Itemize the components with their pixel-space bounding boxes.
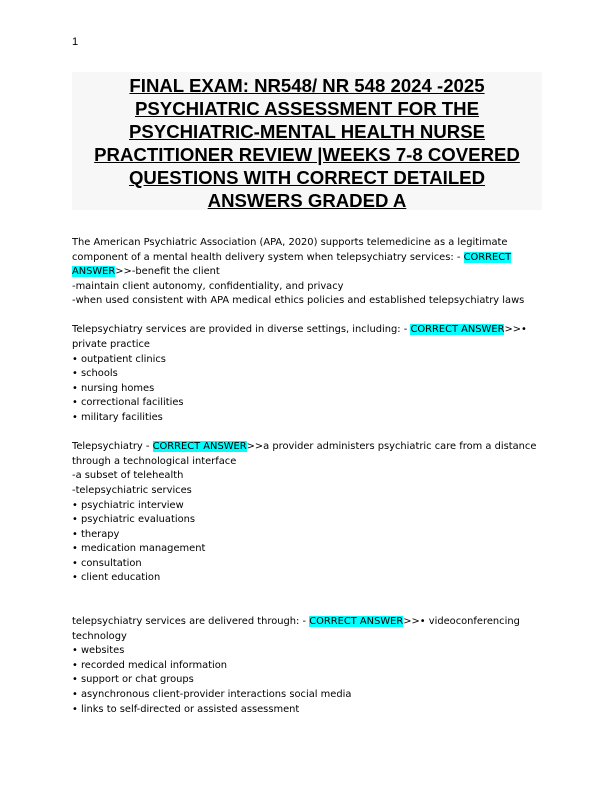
title	[72, 72, 542, 212]
text-line	[72, 615, 542, 630]
correct-answer-highlight: CORRECT ANSWER	[152, 441, 247, 453]
list-item: • recorded medical information	[72, 659, 228, 671]
correct-answer-highlight: CORRECT ANSWER	[410, 324, 505, 336]
text-line	[72, 251, 542, 266]
text-line	[72, 323, 542, 338]
answer-text: >>•	[504, 324, 527, 336]
correct-answer-highlight: CORRECT	[463, 251, 512, 263]
page-number: 1	[72, 36, 79, 48]
list-item: • schools	[72, 368, 118, 380]
question-1	[72, 236, 542, 309]
title-line: PSYCHIATRIC-MENTAL HEALTH NURSE	[128, 121, 486, 142]
answer-text: >>a provider administers psychiatric care from a distance	[246, 441, 537, 453]
answer-text: >>• videoconferencing	[403, 616, 520, 628]
list-item: • therapy	[72, 528, 120, 540]
correct-answer-highlight: ANSWER	[72, 266, 116, 278]
question-text: Telepsychiatry services are provided in diverse settings, including: -	[72, 324, 411, 336]
list-item: -telepsychiatric services	[72, 484, 192, 496]
list-item: • support or chat groups	[72, 674, 194, 686]
list-item: private practice	[72, 339, 150, 351]
title-line: QUESTIONS WITH CORRECT DETAILED	[128, 167, 486, 188]
question-4	[72, 615, 542, 717]
title-line: PRACTITIONER REVIEW |WEEKS 7-8 COVERED	[94, 144, 520, 165]
title-line: ANSWERS GRADED A	[207, 190, 407, 211]
list-item: technology	[72, 630, 127, 642]
title-box	[72, 72, 542, 210]
list-item: • consultation	[72, 557, 142, 569]
list-item: -a subset of telehealth	[72, 470, 184, 482]
text-line	[72, 440, 542, 455]
text-line: -when used consistent with APA medical ethics policies and established telepsychiatry laws	[72, 295, 525, 307]
document-body	[72, 236, 542, 717]
text-line	[72, 265, 542, 280]
question-text: Telepsychiatry -	[72, 441, 153, 453]
list-item: • psychiatric interview	[72, 499, 184, 511]
list-item: • correctional facilities	[72, 397, 184, 409]
question-3	[72, 440, 542, 586]
correct-answer-highlight: CORRECT ANSWER	[309, 616, 404, 628]
title-line: PSYCHIATRIC ASSESSMENT FOR THE	[134, 98, 479, 119]
question-text: component of a mental health delivery system when telepsychiatry services: -	[72, 251, 464, 263]
list-item: • links to self-directed or assisted assessment	[72, 703, 300, 715]
answer-text: >>-benefit the client	[115, 266, 220, 278]
list-item: through a technological interface	[72, 455, 237, 467]
list-item: • nursing homes	[72, 382, 155, 394]
text-line: -maintain client autonomy, confidentiality, and privacy	[72, 280, 344, 292]
title-line: FINAL EXAM: NR548/ NR 548 2024 -2025	[129, 75, 485, 96]
question-text: telepsychiatry services are delivered through: -	[72, 616, 310, 628]
list-item: • outpatient clinics	[72, 353, 166, 365]
list-item: • client education	[72, 572, 161, 584]
text-line: The American Psychiatric Association (APA, 2020) supports telemedicine as a legitimate	[72, 237, 508, 248]
list-item: • medication management	[72, 543, 206, 555]
list-item: • asynchronous client-provider interactions social media	[72, 689, 352, 701]
list-item: • military facilities	[72, 412, 163, 424]
question-2	[72, 323, 542, 425]
list-item: • psychiatric evaluations	[72, 514, 196, 526]
list-item: • websites	[72, 645, 125, 657]
